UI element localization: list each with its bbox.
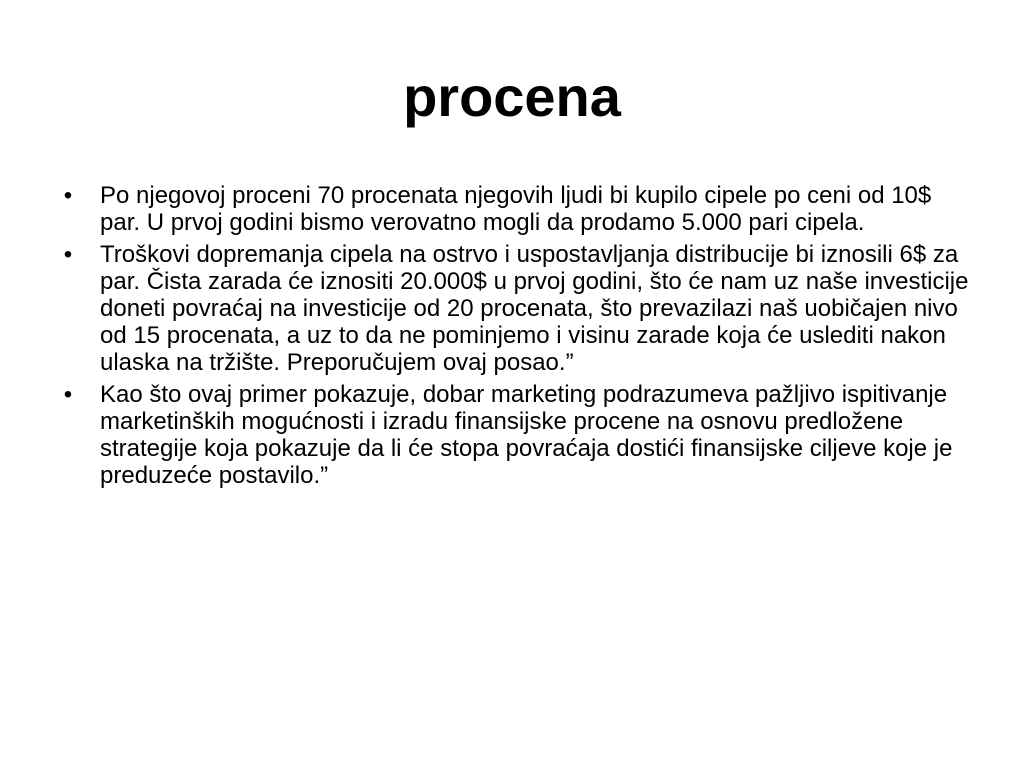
bullet-text: Kao što ovaj primer pokazuje, dobar marketing podrazumeva pažljivo ispitivanje marketinških mogućnosti i izradu finansijske procene na osnovu predložene strategije koja pokazuje da li će stopa povraćaja dostići finansijske ciljeve koje je preduzeće postavilo.” xyxy=(100,381,953,489)
bullet-text: Troškovi dopremanja cipela na ostrvo i uspostavljanja distribucije bi iznosili 6$ za par. Čista zarada će iznositi 20.000$ u prvoj godini, što će nam uz naše investicije doneti povraćaj na investicije od 20 procenata, što prevazilazi naš uobičajen nivo od 15 procenata, a uz to da ne pominjemo i visinu zarade koja će uslediti nakon ulaska na tržište. Preporučujem ovaj posao.” xyxy=(100,241,969,376)
bullet-icon: • xyxy=(63,381,73,408)
bullet-item xyxy=(58,381,970,489)
bullet-icon: • xyxy=(63,241,73,268)
bullet-text: Po njegovoj proceni 70 procenata njegovih ljudi bi kupilo cipele po ceni od 10$ par. U prvoj godini bismo verovatno mogli da prodamo 5.000 pari cipela. xyxy=(100,182,932,236)
bullet-icon: • xyxy=(63,182,73,209)
slide-title: procena xyxy=(403,65,621,128)
bullet-item xyxy=(58,241,970,376)
bullet-item xyxy=(58,182,970,236)
bullet-list xyxy=(58,182,970,494)
